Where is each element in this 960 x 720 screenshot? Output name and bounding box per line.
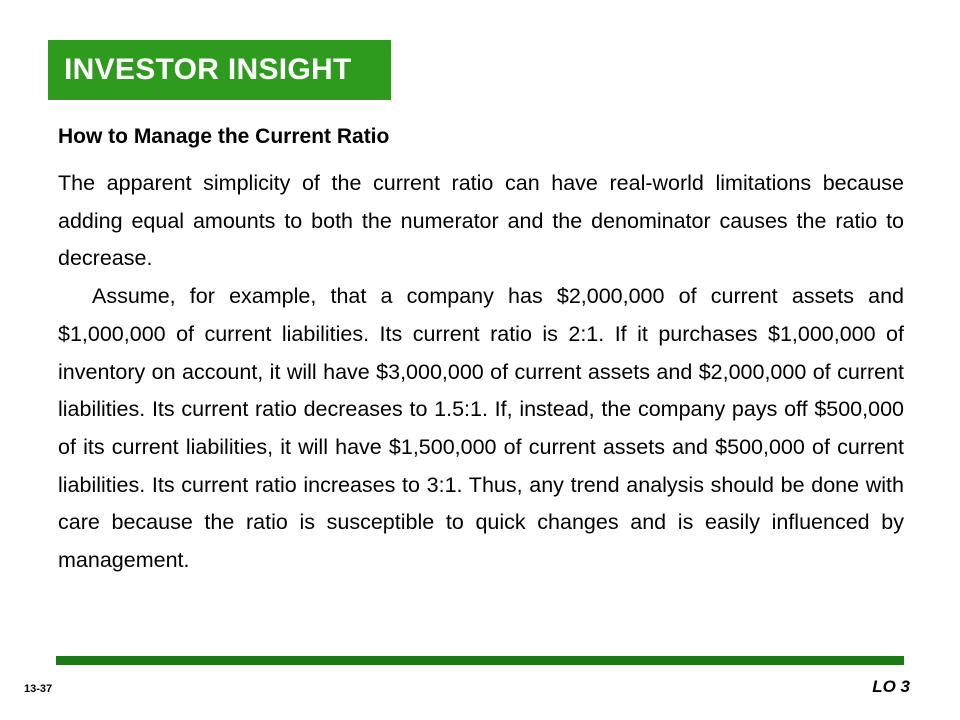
section-banner: [48, 40, 391, 100]
learning-objective-label: LO 3: [872, 677, 910, 696]
page-number: 13-37: [24, 683, 53, 695]
slide-heading: How to Manage the Current Ratio: [58, 125, 390, 148]
banner-title: INVESTOR INSIGHT: [64, 53, 352, 86]
footer-divider: [56, 656, 904, 665]
paragraph-example: Assume, for example, that a company has $2,000,000 of current assets and $1,000,000 of current liabilities. Its current ratio is 2:1. If it purchases $1,000,000 of inventory on account, it will have $3,000,000 of current assets and $2,000,000 of current liabilities. Its current ratio decreases to 1.5:1. If, instead, the company pays off $500,000 of its current liabilities, it will have $1,500,000 of current assets and $500,000 of current liabilities. Its current ratio increases to 3:1. Thus, any trend analysis should be done with care because the ratio is susceptible to quick changes and is easily influenced by management.: [58, 284, 904, 573]
body-text: [58, 165, 904, 580]
paragraph-intro: The apparent simplicity of the current ratio can have real-world limitations because adding equal amounts to both the numerator and the denominator causes the ratio to decrease.: [58, 171, 904, 271]
